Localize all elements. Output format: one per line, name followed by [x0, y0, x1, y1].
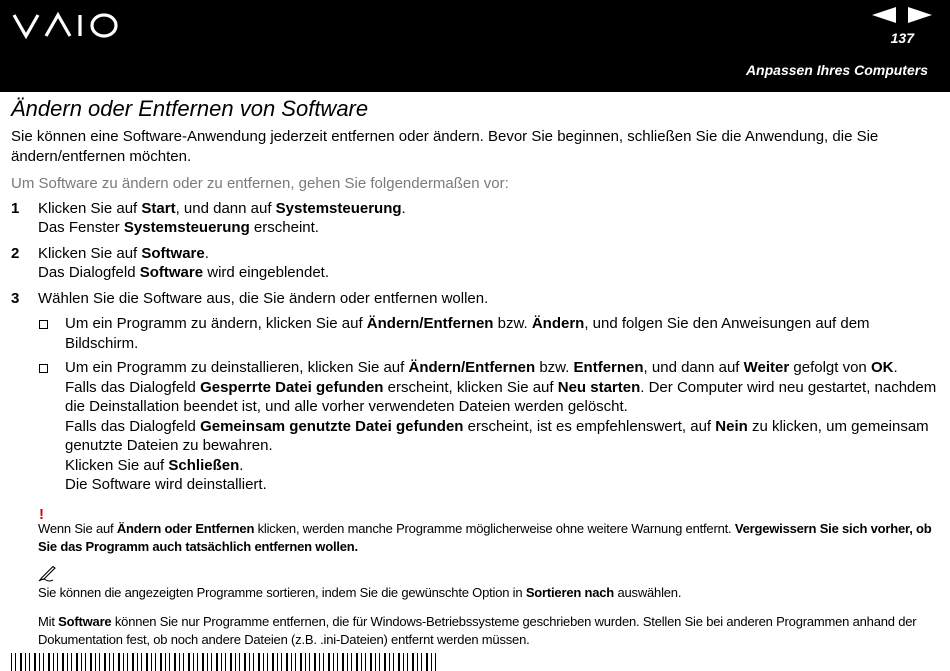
- warning-icon: !: [39, 506, 44, 523]
- step-line: [38, 199, 939, 219]
- ui-term: Software: [141, 244, 205, 262]
- step-result: [38, 218, 939, 238]
- hint-note: [38, 584, 938, 602]
- text: gefolgt von: [789, 359, 871, 376]
- step-line: [38, 244, 939, 264]
- checkbox-bullet-icon: [39, 364, 48, 373]
- step-3: [11, 289, 939, 495]
- pencil-note-icon: [38, 566, 58, 582]
- text: , und dann auf: [643, 359, 744, 376]
- ui-term: Gesperrte Datei gefunden: [200, 378, 384, 396]
- text: Um ein Programm zu deinstallieren, klicken Sie auf: [65, 359, 409, 376]
- step-2: [11, 244, 939, 283]
- ui-term: Entfernen: [573, 359, 644, 376]
- text: Um ein Programm zu ändern, klicken Sie auf: [65, 315, 367, 332]
- triangle-left-icon[interactable]: [872, 7, 896, 23]
- text: Sie können die angezeigten Programme sortieren, indem Sie die gewünschte Option in: [38, 585, 526, 600]
- bullet-text: [65, 417, 939, 456]
- step-number: 2: [11, 244, 20, 262]
- text: zu klicken, um gemeinsam genutzte Dateien zu bewahren.: [65, 417, 929, 454]
- bullet-text: [65, 378, 939, 417]
- step-number: 3: [11, 289, 20, 307]
- ui-term: Weiter: [743, 359, 790, 376]
- ui-term: Software: [139, 264, 204, 281]
- text: Falls das Dialogfeld: [65, 417, 201, 435]
- ui-term: Ändern/Entfernen: [408, 359, 536, 376]
- step-number: 1: [11, 199, 20, 217]
- step-line: Wählen Sie die Software aus, die Sie ändern oder entfernen wollen.: [38, 289, 489, 307]
- text: Klicken Sie auf: [38, 244, 142, 262]
- ui-term: Start: [141, 199, 176, 217]
- text: . Der Computer wird neu gestartet, nachdem die Deinstallation beendet ist, und alle vorher verwendeten Dateien werden gelöscht.: [65, 378, 937, 415]
- ui-term: Gemeinsam genutzte Datei gefunden: [200, 417, 464, 435]
- step-result: [38, 263, 939, 283]
- ui-term: Ändern/Entfernen: [366, 315, 494, 332]
- text: Wenn Sie auf: [38, 521, 117, 536]
- ui-term: Ändern: [531, 315, 585, 332]
- ui-term: Neu starten: [557, 378, 641, 396]
- text: erscheint, ist es empfehlenswert, auf: [463, 417, 716, 435]
- bullet-text: [65, 358, 939, 378]
- page-title: Ändern oder Entfernen von Software: [11, 96, 369, 121]
- text: auswählen.: [614, 585, 682, 600]
- page-number: 137: [890, 30, 914, 46]
- text: Das Dialogfeld: [38, 264, 140, 281]
- ui-term: Nein: [715, 417, 748, 435]
- text: Mit: [38, 614, 59, 629]
- text: können Sie nur Programme entfernen, die für Windows-Betriebssysteme geschrieben wurden. Stellen Sie bei anderen Programmen anhand der Dokumentation fest, ob noch andere Dateien (z.B. .ini-Dateien) entfernt werden müssen.: [38, 614, 917, 647]
- text: .: [204, 244, 209, 262]
- steps-list: [11, 199, 939, 495]
- text: erscheint, klicken Sie auf: [383, 378, 558, 396]
- text: .: [893, 359, 898, 376]
- text: Klicken Sie auf: [65, 456, 169, 474]
- ui-term: Schließen: [168, 456, 240, 474]
- warning-note: [38, 520, 938, 556]
- ui-term: Systemsteuerung: [275, 199, 402, 217]
- text: klicken, werden manche Programme möglicherweise ohne weitere Warnung entfernt.: [254, 521, 735, 536]
- ui-term: Software: [58, 614, 112, 629]
- text: wird eingeblendet.: [203, 264, 329, 281]
- text: Falls das Dialogfeld: [65, 378, 201, 396]
- text: , und dann auf: [175, 199, 276, 217]
- options-list: [38, 314, 939, 495]
- text: Das Fenster: [38, 219, 124, 236]
- triangle-right-icon[interactable]: [908, 7, 932, 23]
- bullet-text: [65, 456, 939, 476]
- ui-term: Ändern oder Entfernen: [116, 521, 255, 536]
- main-content: [11, 95, 939, 501]
- page-header: [0, 0, 950, 92]
- text: bzw.: [535, 359, 574, 376]
- text: bzw.: [493, 315, 532, 332]
- page-navigation: [872, 7, 934, 25]
- bullet-text: Die Software wird deinstalliert.: [65, 476, 267, 493]
- vaio-logo: [12, 12, 120, 40]
- option-uninstall: [38, 358, 939, 495]
- procedure-lead: Um Software zu ändern oder zu entfernen, gehen Sie folgendermaßen vor:: [11, 175, 509, 192]
- option-change: [38, 314, 939, 353]
- checkbox-bullet-icon: [39, 320, 48, 329]
- ui-term: Sortieren nach: [525, 585, 615, 600]
- text: , und folgen Sie den Anweisungen auf dem Bildschirm.: [65, 315, 870, 352]
- bullet-text: [65, 314, 939, 353]
- text: .: [401, 199, 406, 217]
- text: .: [239, 456, 244, 474]
- ui-term: OK: [870, 359, 894, 376]
- step-1: [11, 199, 939, 238]
- intro-paragraph: Sie können eine Software-Anwendung jederzeit entfernen oder ändern. Bevor Sie beginnen, schließen Sie die Anwendung, die Sie ändern/entfernen möchten.: [11, 128, 879, 165]
- text: Klicken Sie auf: [38, 199, 142, 217]
- text: erscheint.: [249, 219, 319, 236]
- ui-term: Systemsteuerung: [123, 219, 250, 236]
- barcode-strip: [11, 653, 439, 671]
- section-title: Anpassen Ihres Computers: [745, 62, 928, 78]
- emphasis: Vergewissern Sie sich vorher, ob Sie das Programm auch tatsächlich entfernen wollen.: [38, 521, 932, 554]
- info-note: [38, 613, 938, 649]
